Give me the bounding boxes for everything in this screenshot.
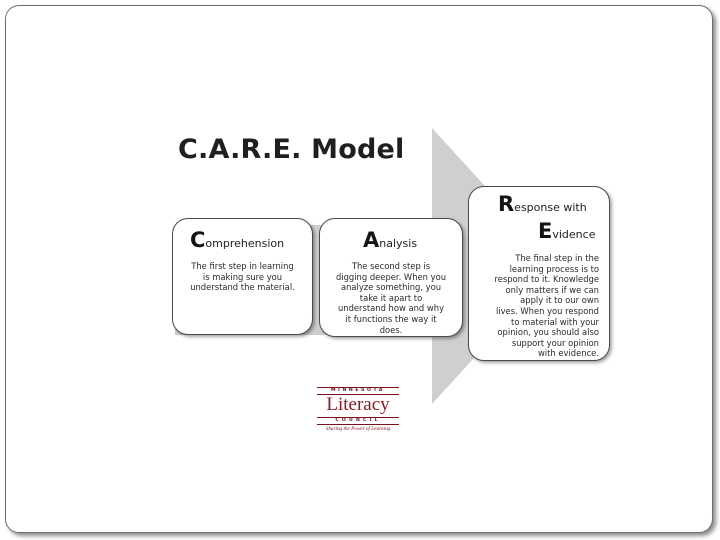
response-initial: R [498, 192, 515, 216]
analysis-heading [363, 228, 417, 252]
analysis-text: The second step is digging deeper. When you analyze something, you take it apart to understand how and why it functions the way it does. [335, 261, 447, 335]
diagram-title: C.A.R.E. Model [178, 134, 405, 165]
response-evidence-card [468, 186, 610, 361]
comprehension-text: The first step in learning is making sure you understand the material. [190, 261, 295, 293]
analysis-rest: nalysis [379, 237, 418, 250]
comprehension-card [172, 218, 313, 335]
logo-tagline: Sharing the Power of Learning [325, 426, 391, 432]
response-heading [498, 192, 587, 216]
minnesota-literacy-council-logo [313, 387, 403, 439]
comprehension-initial: C [190, 228, 206, 252]
comprehension-heading [190, 228, 284, 252]
response-rest: esponse with [514, 201, 587, 214]
logo-main-text: Literacy [326, 394, 390, 415]
analysis-card [319, 218, 463, 337]
logo-bottom-text: COUNCIL [317, 417, 399, 425]
evidence-rest: vidence [552, 228, 596, 241]
evidence-initial: E [538, 219, 553, 243]
logo-top-text: MINNESOTA [317, 387, 399, 395]
analysis-initial: A [363, 228, 380, 252]
response-evidence-text: The final step in the learning process is to respond to it. Knowledge only matters if we can apply it to our own lives. When you respond to material with your opinion, you should also support your opinion with evidence. [494, 253, 599, 359]
comprehension-rest: omprehension [205, 237, 285, 250]
evidence-heading [538, 219, 595, 243]
